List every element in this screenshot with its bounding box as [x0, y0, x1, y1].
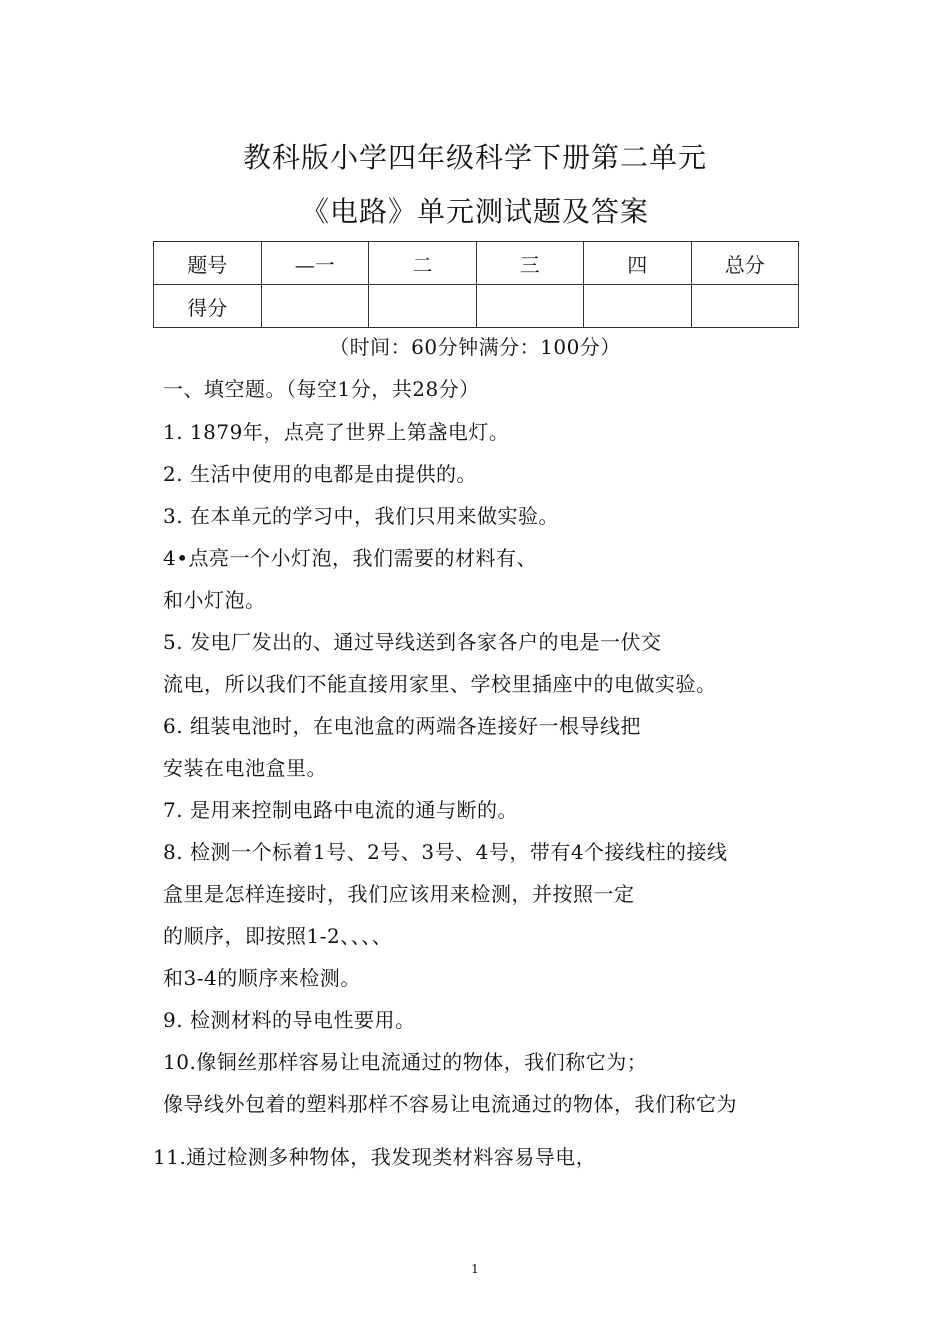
score-table-score-row: [154, 285, 799, 328]
score-cell-part-4: [584, 285, 692, 328]
question-line: 的顺序，即按照1-2、、、、: [163, 924, 393, 948]
question-line: 5. 发电厂发出的、通过导线送到各家各户的电是一伏交: [163, 630, 662, 654]
question-line: 7. 是用来控制电路中电流的通与断的。: [163, 798, 518, 822]
page-number: 1: [471, 1262, 479, 1276]
score-table-header-row: [154, 242, 799, 285]
score-table: [153, 241, 799, 328]
question-line: 8. 检测一个标着1号、2号、3号、4号，带有4个接线柱的接线: [163, 840, 728, 864]
question-line: 4•点亮一个小灯泡，我们需要的材料有、: [163, 546, 538, 570]
header-cell-total: 总分: [691, 242, 799, 285]
question-line: 1. 1879年，点亮了世界上第盏电灯。: [163, 420, 510, 444]
header-cell-part-4: 四: [584, 242, 692, 285]
header-cell-part-1: —一: [261, 242, 369, 285]
question-line: 6. 组装电池时，在电池盒的两端各连接好一根导线把: [163, 714, 641, 738]
question-line: 10.像铜丝那样容易让电流通过的物体，我们称它为；: [163, 1050, 648, 1074]
question-line: 11.通过检测多种物体，我发现类材料容易导电，: [153, 1145, 597, 1169]
score-row-label: 得分: [154, 285, 262, 328]
time-info: （时间：60分钟满分：100分）: [329, 335, 621, 359]
question-line: 安装在电池盒里。: [163, 756, 327, 780]
question-line: 3. 在本单元的学习中，我们只用来做实验。: [163, 504, 559, 528]
header-cell-question-number: 题号: [154, 242, 262, 285]
question-line: 9. 检测材料的导电性要用。: [163, 1008, 416, 1032]
score-cell-part-2: [369, 285, 477, 328]
header-cell-part-2: 二: [369, 242, 477, 285]
section-heading-fill-in: 一、填空题。（每空1分，共28分）: [163, 377, 480, 401]
question-line: 和3-4的顺序来检测。: [163, 966, 361, 990]
question-line: 2. 生活中使用的电都是由提供的。: [163, 462, 477, 486]
score-cell-part-3: [476, 285, 584, 328]
question-line: 像导线外包着的塑料那样不容易让电流通过的物体，我们称它为: [163, 1092, 737, 1116]
document-title-line2: 《电路》单元测试题及答案: [300, 195, 649, 228]
question-line: 和小灯泡。: [163, 588, 266, 612]
score-cell-total: [691, 285, 799, 328]
document-title-line1: 教科版小学四年级科学下册第二单元: [242, 141, 707, 174]
question-line: 流电，所以我们不能直接用家里、学校里插座中的电做实验。: [163, 672, 717, 696]
question-line: 盒里是怎样连接时，我们应该用来检测，并按照一定: [163, 882, 635, 906]
score-cell-part-1: [261, 285, 369, 328]
header-cell-part-3: 三: [476, 242, 584, 285]
